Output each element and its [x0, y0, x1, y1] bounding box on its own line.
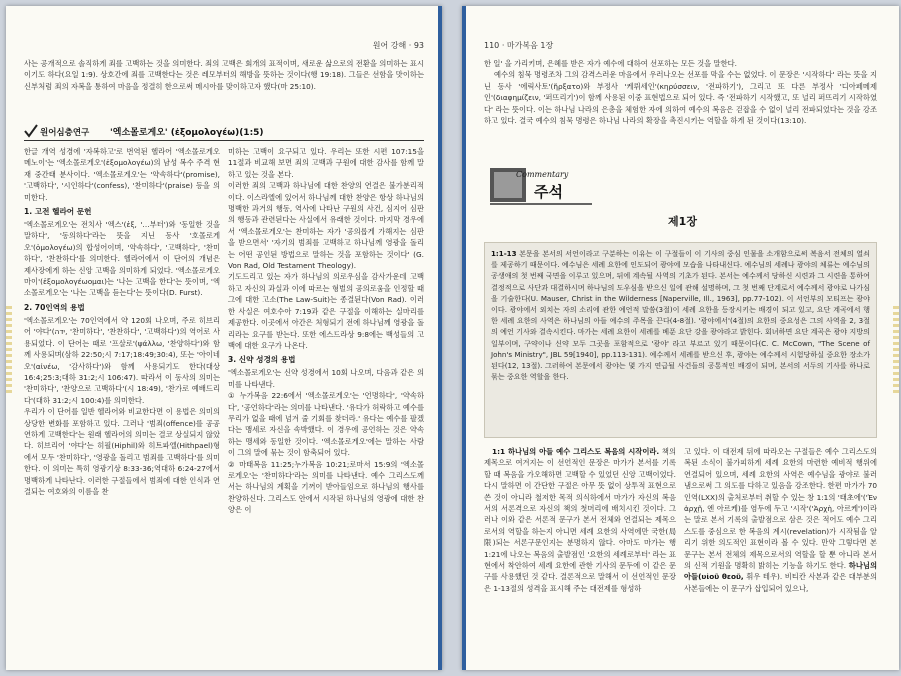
paragraph: ② 마태복음 11:25;누가복음 10:21;로마서 15:9의 '엑소몰로게오'는 '찬미하다'라는 의미를 나타낸다. 예수 그리스도께서는 하나님의 계획을 기꺼이 받아들임으로 하나님의 행사를 찬양하신다. 그리스도 안에서 시작된 하나님의 영광에 대한 찬양은 이	[228, 459, 424, 515]
commentary-emblem	[488, 164, 592, 208]
column-tail: 휘우 테우). 비티칸 사본과 같은 대부분의 사본들에는 이 문구가 삽입되어 있으나,	[684, 572, 877, 593]
section-heading: 3. 신약 성경의 용법	[228, 355, 296, 365]
verse-heading: 1:1 하나님의 아들 예수 그리스도 복음의 시작이라.	[492, 447, 660, 456]
paragraph: 우리가 이 단어를 일반 헬라어와 비교한다면 이 용법은 의미의 상당한 변화를 포함하고 있다. 그러나 '범죄(offence)를 공공연하게 고백한다'는 원래 헬라어의 의미는 결코 상실되지 않았다. 히브리어 '야다'는 히필(Hiphil)와 히트파엘(Hithpael)형에서 모두 '찬미하다', '영광을 돌리고 범죄를 고백하다'를 의미한다. 이 의미는 특히 영광기상 8:33-36;역대하 6:24-27에서 명백하게 나타난다. 이러한 구절들에서 범죄에 대한 인식과 연결되는 여호와의 이름을 찬	[24, 407, 220, 496]
right-column-1	[484, 446, 676, 594]
right-top-text	[484, 58, 877, 126]
left-intro-text: 사는 공개적으로 솔직하게 죄를 고백하는 것을 의미한다. 죄의 고백은 회개의 표적이며, 새로운 삶으로의 전환을 의미하는 표시이기도 하다(요일 1:9). 상호간에 죄를 고백한다는 것은 레모부터의 해방을 뜻하는 것이다(행 19:18). 그들은 선함을 맛이하는 신부처럼 죄의 자복을 통하여 마음을 정결히 한으로써 메시아를 맞이하고자 했다(마 25:10).	[24, 59, 424, 91]
column-body: 고 있다. 이 대전제 뒤에 따라오는 구절들은 예수 그리스도의 복된 소식이 불가피하게 세례 요한의 마련한 예비적 행위에 연결되어 있으며, 세례 요한의 사역은 예수님을 광야로 불러냄으로써 그 의도를 다하고 있음을 강조한다. 한편 마가가 70인역(LXX)의 출처로부터 취할 수 있는 창 1:1의 '태초에'('Ἐν ἀρχῇ, 엔 아르케)를 염두에 두고 '시작'('Ἀρχὴ, 아르케')이라는 말로 본서 기록의 출발점으로 삼은 것은 적어도 예수 그리스도를 중심으로 한 복음의 계시(revelation)가 시작됨을 알리기 위한 의도적인 표현이라 볼 수 있다. 만약 그렇다면 본 문구는 본서 전체의 제목으로서의 역할을 할 뿐 아니라 본서의 신적 기원을 명확히 밝히는 기능을 하기도 한다.	[684, 447, 877, 571]
section-heading: 1. 고전 헬라어 문헌	[24, 207, 92, 217]
commentary-en: Commentary	[516, 170, 569, 179]
term-heading: 하나님의 아들(υἱοῦ θεοῦ,	[684, 561, 877, 582]
research-label: 원어심층연구	[40, 128, 90, 138]
right-margin-stripe	[893, 306, 899, 396]
paragraph: '엑소몰로게오'는 신약 성경에서 10회 나오며, 다음과 같은 의미를 나타낸다.	[228, 368, 424, 389]
commentary-ko: 주석	[534, 183, 563, 201]
paragraph: 이러한 죄의 고백과 하나님에 대한 찬양의 연결은 불가분리적이다. 이스라엘에 있어서 하나님께 대한 찬양은 항상 하나님의 명백한 과거의 행동, 역사에 나타난 구원의 사건, 심지어 심판의 행동과 관련된다는 사실에서 유래한 것이다. 마지막 경우에서 '엑소몰로게오'는 찬미하는 자가 '공의롭게 가해지는 심판을 받으면서' '자기의 범죄를 고백하고 하나님께 영광을 돌리는 어떤 공인된 방법으로 말하는 것을 포함하는 것이다' (G. Von Rad, Old Testament Theology).	[228, 181, 424, 271]
paragraph: 한 일' 을 가리키며, 은혜를 받은 자가 예수에 대하여 선포하는 모든 것을 말한다.	[484, 59, 737, 68]
left-margin-stripe	[6, 306, 12, 396]
paragraph: 한글 개역 성경에 '자복하고'로 번역된 헬라어 '엑소몰로게오메노이'는 '엑소몰로게오'(ἐξομολογέω)의 남성 복수 주격 현재 중간태 분사이다. '엑소몰로게오'는 '약속하다'(promise), '고백하다', '시인하다'(confess), '찬미하다'(praise) 등을 의미한다.	[24, 147, 220, 202]
paragraph	[684, 446, 877, 594]
research-heading	[24, 124, 424, 141]
paragraph: '엑소몰로게오'는 70인역에서 약 120회 나오며, 주로 히브리어 '야다'(ידה, '찬미하다', '찬찬하다', '고백하다')의 역어로 사용되었다. 이 단어는 때로 '프살로'(ψάλλω, '찬양하다')와 함께 사용되며(삼하 22:50;시 7:17;18:49;30:4), 또는 '아이네오'(αἰνέω, '감사하다')와 함께 사용되기도 한다(대상 16:4;25:3;대하 31:2;시 106:47). 따라서 이 동사의 의미는 '찬미하다', '찬양으로 고백하다'(시 18:49), '찬가로 예배드리다'(대하 31:2;시 100:4)를 의미한다.	[24, 315, 220, 405]
left-page	[6, 6, 442, 670]
summary-box	[484, 242, 877, 438]
research-title: '엑소몰로게오' (ἐξομολογέω)(1:5)	[110, 128, 264, 138]
summary-body: 본문을 본서의 서언이라고 구분하는 이유는 이 구절들이 이 기사의 중심 인물을 소개함으로써 복음서 전체의 열쇠를 제공하기 때문이다. 예수님은 세례 요한에 인도되어 광야에 모습을 나타내신다. 예수님의 세례나 광야의 체류는 예수님의 공생애의 첫 번째 국면을 이루고 있으며, 뒤에 계속될 사역의 기초가 된다. 본서는 예수께서 당하신 시련과 그 시련을 통하여 결정적으로 사단과 대결하시며 하나님의 도우심을 받으신 일에 관해 설명하며, 그 첫 번째 단계로서 예수께서 광야로 나가심을 기술한다(U. Mauser, Christ in the Wilderness [Naperville, Ill., 1963], pp.77-102). 이 서언부의 모티프는 광야이다. 광야에서 외치는 자의 소리에 관한 예언적 말씀(3절)이 세례 요한을 등장시키는 배경이 되고 있고, 요단 계곡에서 행한 세례 요한의 사역은 하나님의 아들 예수의 주목을 끈다(4-8절). '광야에서'(4절)의 요한의 중요성은 그의 사역을 2, 3절의 예언 기사와 결속시킨다. 마가는 세례 요한이 세례를 베푼 요단 강을 광야라고 밝힌다. 회녀하면 요단 계곡은 광야 지방의 일부이며, 구약이나 신약 모두 그곳을 포함적으로 '광야' 라고 부르고 있기 때문이다(C. C. McCown, "The Scene of John's Ministry", JBL 59[1940], pp.113-131). 예수께서 세례를 받으신 후, 광야는 예수께서 시험당하실 중요한 장소가 된다(12, 13절). 그러하여 본문에서 광야는 몇 가지 연급될 사건들의 공통적인 배경이 되며, 본서의 서두의 기사를 하나로 묶는 중요한 역할을 한다.	[491, 249, 870, 382]
right-page	[462, 6, 899, 670]
paragraph: 기도드리고 있는 자가 하나님의 의로우심을 감사가운데 고백하고 자신의 과실과 이에 따르는 형벌의 공의로움을 인정할 때 그에 대한 고소(The Law-Suit)는 종결된다(Von Rad). 이러한 사실은 여호수아 7:19과 같은 구절을 이해하는 실마리를 제공한다. 이곳에서 아간은 처형되기 전에 하나님께 영광을 돌리라는 요구를 받는다. 또한 에스드라상 9:8에는 백성들의 고백에 대한 요구가 나온다.	[228, 272, 424, 350]
right-column-2	[684, 446, 877, 594]
paragraph: ① 누가복음 22:6에서 '엑소몰로게오'는 '언명하다', '약속하다', '공언하다'라는 의미를 나타낸다. '유다가 허락하고 예수를 무리가 없을 때에 넘겨 줄 기회를 찾더라.' 유다는 예수를 팔겠다는 맹세로 자신을 속박했다. 이 경우에 공언하는 것은 약속하는 맹세와 동일한 것이다. '엑소몰로게오'에는 말하는 사람이 그의 말에 묶는 것이 함축되어 있다.	[228, 391, 424, 458]
summary-text	[491, 248, 870, 382]
pen-check-icon	[24, 124, 38, 138]
summary-ref: 1:1-13	[491, 249, 517, 258]
paragraph: '엑소몰로게오'는 전치사 '엑스'(ἐξ, '…부터')와 '동일한 것을 말하다', '동의하다'라는 뜻을 지닌 동사 '호몰로게오'(ὁμολογέω)의 합성어이며, '약속하다', '고백하다', '찬미하다', '찬찬하다'를 의미한다. 헬라어에서 이 단어의 개념은 제사장에게 하는 신앙 고백을 의미하게 되었다. '엑소몰로게오마이'(ἐξομολογέωομαι)는 '나는 고백을 한다'는 뜻이며, '엑소몰로게오'는 '나는 고백을 듣는다'는 뜻이다(D. Furst).	[24, 220, 220, 298]
paragraph	[484, 446, 676, 594]
paragraph: 미하는 고백이 요구되고 있다. 우리는 또한 시편 107:15을 11절과 비교해 보면 죄의 고백과 구원에 대한 감사를 함께 말하고 있는 것을 본다.	[228, 147, 424, 179]
left-page-header: 원어 강해 · 93	[372, 41, 424, 50]
section-heading: 2. 70인역의 용법	[24, 302, 85, 312]
paragraph: 예수의 침묵 명령조차 그의 감격스러운 마음에서 우러나오는 선포를 막을 수는 없었다. 이 문장은 '시작하다' 라는 뜻을 지닌 동사 '에릭사토'(ἤρξατο)와 부정사 '케뤼세인'(κηρύσσειν, '전파하기'), 그리고 또 다른 부정사 '디아페메제인'(διαφημίζειν, '퍼뜨리기')이 함께 사용된 이중 표현법으로 되어 있다. 즉 '전파하기 시작했고, 또 널리 퍼뜨리기 시작하였다' 라는 뜻이다. 이는 하나님 나라의 은총을 체험한 자에 의하여 예수의 복음은 걷잡을 수 없이 널리 전파되었다는 것을 강조하고 있다. 결국 예수의 침묵 명령은 하나님 나라의 확장을 촉진시키는 역할을 하게 된 것이다(13:10).	[484, 70, 877, 126]
chapter-title: 제1장	[668, 215, 697, 228]
left-column-2	[228, 146, 424, 516]
verse-body: 책의 제목으로 여겨지는 이 선언적인 문장은 마가가 본서를 기록할 때 복음을 가오해하면 고백할 수 있었던 신앙 고백이었다. 다시 말하면 이 간단한 구절은 아무 뜻 없이 상투적 표현으로 쓴 것이 아니라 철저한 목적 의식하에서 마가가 자신의 복음서의 서론격으로 자신의 책의 첫머리에 배치시킨 것이다. 그러나 이와 같은 서론적 문구가 본서 전체와 연결되는 제목으로서의 역할을 하는지 아니면 세례 요한의 사역에만 국한(局限)되는 서론구문인지는 분명하지 않다. 아마도 마가는 행 1:21에 나오는 복음의 출발점인 '요한의 세례로부터' 라는 표현에서 착안하여 세례 요한에 관한 기사의 문두에 이 같은 문구를 사용했던 것 같다. 결론적으로 말해서 이 선언적인 문장은 1-13절의 성격을 표시해 주는 대전제를 형성하	[484, 447, 677, 593]
right-page-header: 110 · 마가복음 1장	[484, 41, 554, 50]
left-intro	[24, 58, 424, 92]
left-column-1	[24, 146, 220, 497]
